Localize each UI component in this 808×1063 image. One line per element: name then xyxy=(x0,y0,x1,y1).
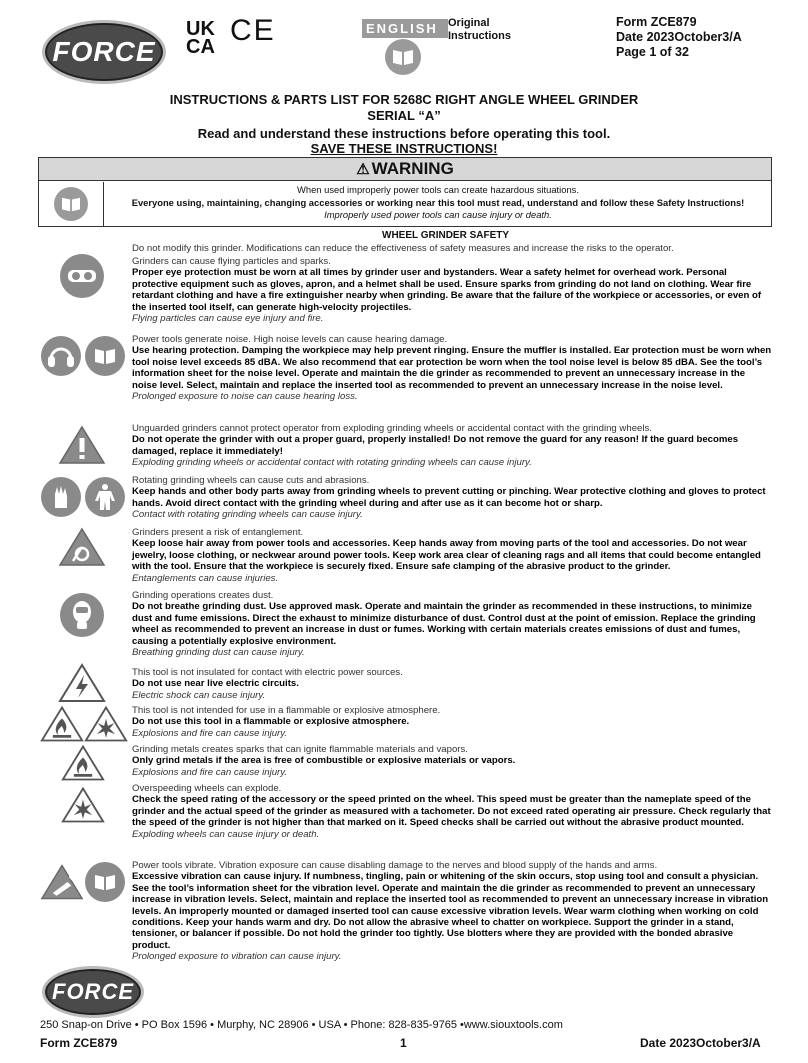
read-manual-icon xyxy=(54,187,88,221)
section-cuts xyxy=(132,475,772,521)
warning-text xyxy=(105,184,771,222)
section-intro: This tool is not insulated for contact with electric power sources. xyxy=(132,667,403,678)
section-intro: Grinders present a risk of entanglement. xyxy=(132,527,304,538)
footer-address: 250 Snap-on Drive • PO Box 1596 • Murphy, NC 28906 • USA • Phone: 828-835-9765 •www.siouxtools.com xyxy=(40,1019,563,1031)
warning-triangle-icon: ⚠ xyxy=(356,161,370,178)
warning-heading: WARNING xyxy=(371,159,454,178)
section-sparks xyxy=(132,744,772,778)
section-overspeed xyxy=(132,783,772,840)
general-warning-icon xyxy=(58,425,106,465)
section-intro: Grinding operations creates dust. xyxy=(132,590,274,601)
section-intro: Overspeeding wheels can explode. xyxy=(132,783,282,794)
section-consequence: Exploding wheels can cause injury or death. xyxy=(132,828,320,840)
original-line2: Instructions xyxy=(448,30,511,42)
section-noise xyxy=(132,334,772,402)
original-instructions xyxy=(448,17,511,43)
explosive-warning-icon xyxy=(84,705,128,743)
footer-form: Form ZCE879 xyxy=(40,1036,118,1050)
section-electric xyxy=(132,667,772,701)
warning-box xyxy=(38,157,772,227)
footer-logo-text: FORCE xyxy=(52,979,134,1004)
section-consequence: Breathing grinding dust can cause injury. xyxy=(132,647,305,659)
section-intro: Power tools generate noise. High noise levels can cause hearing damage. xyxy=(132,334,448,345)
section-instructions: Proper eye protection must be worn at all times by grinder user and bystanders. Wear a safety helmet for overhead work. Personal protective equipment such as gloves, apron, and a helmet shall be used. Ensure sparks from grinding do not land on clothing. Wear fire retardant clothing and have a fire extinguisher nearby when grinding. Be aware that the failure of the workpiece or accessories, or even of the inserted tool itself, can generate high-velocity projectiles. xyxy=(132,267,762,313)
logo-text: FORCE xyxy=(52,36,156,67)
section-instructions: Only grind metals if the area is free of combustible or explosive materials or vapors. xyxy=(132,755,516,767)
section-instructions: Use hearing protection. Damping the workpiece may help prevent ringing. Ensure the muffler is installed. Ear protection must be worn when tool noise level exceeds 85 dBA. We also recommend that ear protection be worn when the tool noise level is below 85 dBA. See the tool’s information sheet for the noise level. Operate and maintain the die grinder as recommended to prevent an unnecessary increase in the noise level. Select, maintain and replace the inserted tool as recommended to prevent an unnecessary increase in the noise level. xyxy=(132,345,772,391)
doc-info xyxy=(616,15,742,60)
ukca-mark: UK CA xyxy=(186,18,215,58)
footer-date: Date 2023October3/A xyxy=(640,1036,761,1050)
hearing-protection-icon xyxy=(41,336,81,376)
entanglement-warning-icon xyxy=(58,527,106,567)
manual-icon-cell xyxy=(39,182,104,226)
section-instructions: Do not use near live electric circuits. xyxy=(132,678,299,690)
read-manual-icon xyxy=(85,862,125,902)
section-dust xyxy=(132,590,772,658)
protective-clothing-icon xyxy=(85,477,125,517)
title-line2: SERIAL “A” xyxy=(367,108,441,123)
section-consequence: Explosions and fire can cause injury. xyxy=(132,766,288,778)
overspeed-explosion-warning-icon xyxy=(61,786,105,824)
force-logo xyxy=(42,20,166,84)
warning-line2: Everyone using, maintaining, changing accessories or working near this tool must read, understand and follow these Safety Instructions! xyxy=(131,196,745,208)
doc-date: Date 2023October3/A xyxy=(616,30,742,44)
safety-heading: WHEEL GRINDER SAFETY xyxy=(382,230,510,241)
section-intro: Rotating grinding wheels can cause cuts and abrasions. xyxy=(132,475,370,486)
section-instructions: Excessive vibration can cause injury. If numbness, tingling, pain or whitening of the skin occurs, stop using tool and consult a physician. See the tool’s information sheet for the vibration level. Operate and maintain the die grinder as recommended to prevent an unnecessary increase in vibration levels. Select, maintain and replace the inserted tool as recommended to prevent an unnecessary increase in vibration levels. An improperly mounted or damaged inserted tool can cause excessive vibration levels. Wear warm clothing when working on cold conditions. Keep your hands warm and dry. Do not allow the abrasive wheel to chatter on workpiece. Support the grinder in a stand, tensioner, or balancer if possible. Do not hold the grinder too tightly. Use blotters where they are provided with the bonded abrasive product. xyxy=(132,871,769,951)
language-badge: ENGLISH xyxy=(362,19,448,38)
section-vibration xyxy=(132,860,772,963)
section-consequence: Entanglements can cause injuries. xyxy=(132,572,279,584)
warning-line1: When used improperly power tools can create hazardous situations. xyxy=(297,184,579,195)
section-intro: Grinders can cause flying particles and sparks. xyxy=(132,256,331,267)
page-count: Page 1 of 32 xyxy=(616,45,689,59)
section-intro: Power tools vibrate. Vibration exposure can cause disabling damage to the nerves and blood supply of the hands and arms. xyxy=(132,860,658,871)
footer-page-number: 1 xyxy=(400,1036,407,1050)
ce-mark: CE xyxy=(230,14,276,47)
section-instructions: Check the speed rating of the accessory or the speed printed on the wheel. This speed must be greater than the nameplate speed of the grinder and the actual speed of the grinder as measured with a tachometer. Do not exceed rated operating air pressure. Check regularly that the speed of the grinder is not higher than that marked on it. Speed checks shall be carried out without the abrasive product mounted. xyxy=(132,794,771,829)
section-consequence: Electric shock can cause injury. xyxy=(132,689,266,701)
section-flammable xyxy=(132,705,772,739)
section-intro: Grinding metals creates sparks that can ignite flammable materials and vapors. xyxy=(132,744,468,755)
section-consequence: Prolonged exposure to vibration can cause injury. xyxy=(132,951,342,963)
section-guard xyxy=(132,423,772,469)
respirator-icon xyxy=(60,593,104,637)
footer-force-logo xyxy=(42,966,144,1018)
warning-header xyxy=(39,158,771,181)
eye-protection-icon xyxy=(60,254,104,298)
read-manual-icon xyxy=(385,39,421,75)
section-instructions: Do not use this tool in a flammable or explosive atmosphere. xyxy=(132,716,410,728)
save-notice: SAVE THESE INSTRUCTIONS! xyxy=(310,141,498,156)
section-consequence: Contact with rotating grinding wheels can cause injury. xyxy=(132,509,363,521)
gloves-icon xyxy=(41,477,81,517)
section-consequence: Prolonged exposure to noise can cause hearing loss. xyxy=(132,391,358,403)
section-particles xyxy=(132,256,772,324)
read-manual-icon xyxy=(85,336,125,376)
section-consequence: Exploding grinding wheels or accidental contact with rotating grinding wheels can cause injury. xyxy=(132,457,532,469)
section-instructions: Keep hands and other body parts away from grinding wheels to prevent cutting or pinching. Wear protective clothing and gloves to protect hands. Avoid direct contact with the grinding wheel during and after use as it can become hot or sharp. xyxy=(132,486,766,509)
section-intro: Unguarded grinders cannot protect operator from exploding grinding wheels or accidental contact with the grinding wheels. xyxy=(132,423,652,434)
section-instructions: Keep loose hair away from power tools and accessories. Keep hands away from moving parts of the tool and accessories. Do not wear jewelry, loose clothing, or neckwear around power tools. Keep work area clear of cleaning rags and all items that could become entangled with the tool. Ensure that the workpiece is securely fixed. Ensure safe clamping of the abrasive product to the grinder. xyxy=(132,538,761,573)
vibration-warning-icon xyxy=(40,863,84,901)
section-entanglement xyxy=(132,527,772,584)
flammable-warning-icon xyxy=(40,705,84,743)
safety-intro: Do not modify this grinder. Modifications can reduce the effectiveness of safety measures and increase the risks to the operator. xyxy=(132,243,674,254)
page-title xyxy=(0,92,808,124)
title-line1: INSTRUCTIONS & PARTS LIST FOR 5268C RIGHT ANGLE WHEEL GRINDER xyxy=(169,92,639,107)
original-line1: Original xyxy=(448,17,490,29)
read-notice: Read and understand these instructions before operating this tool. xyxy=(197,126,611,141)
section-intro: This tool is not intended for use in a flammable or explosive atmosphere. xyxy=(132,705,441,716)
section-consequence: Explosions and fire can cause injury. xyxy=(132,727,288,739)
electric-shock-warning-icon xyxy=(58,663,106,703)
fire-warning-icon xyxy=(61,744,105,782)
section-instructions: Do not breathe grinding dust. Use approved mask. Operate and maintain the grinder as recommended in these instructions, to minimize dust and fume emissions. Direct the exhaust to minimize disturbance of dust. Control dust at the point of emission. Replace the grinding wheel as recommended to prevent an increase in dust or fumes. Working with certain materials creates emissions of dust and fumes, causing a potentially explosive environment. xyxy=(132,601,756,647)
warning-line3: Improperly used power tools can cause injury or death. xyxy=(324,209,552,220)
form-number: Form ZCE879 xyxy=(616,15,697,29)
section-consequence: Flying particles can cause eye injury and fire. xyxy=(132,313,324,325)
section-instructions: Do not operate the grinder with out a proper guard, properly installed! Do not remove the guard for any reason! If the guard becomes damaged, replace it immediately! xyxy=(132,434,739,457)
